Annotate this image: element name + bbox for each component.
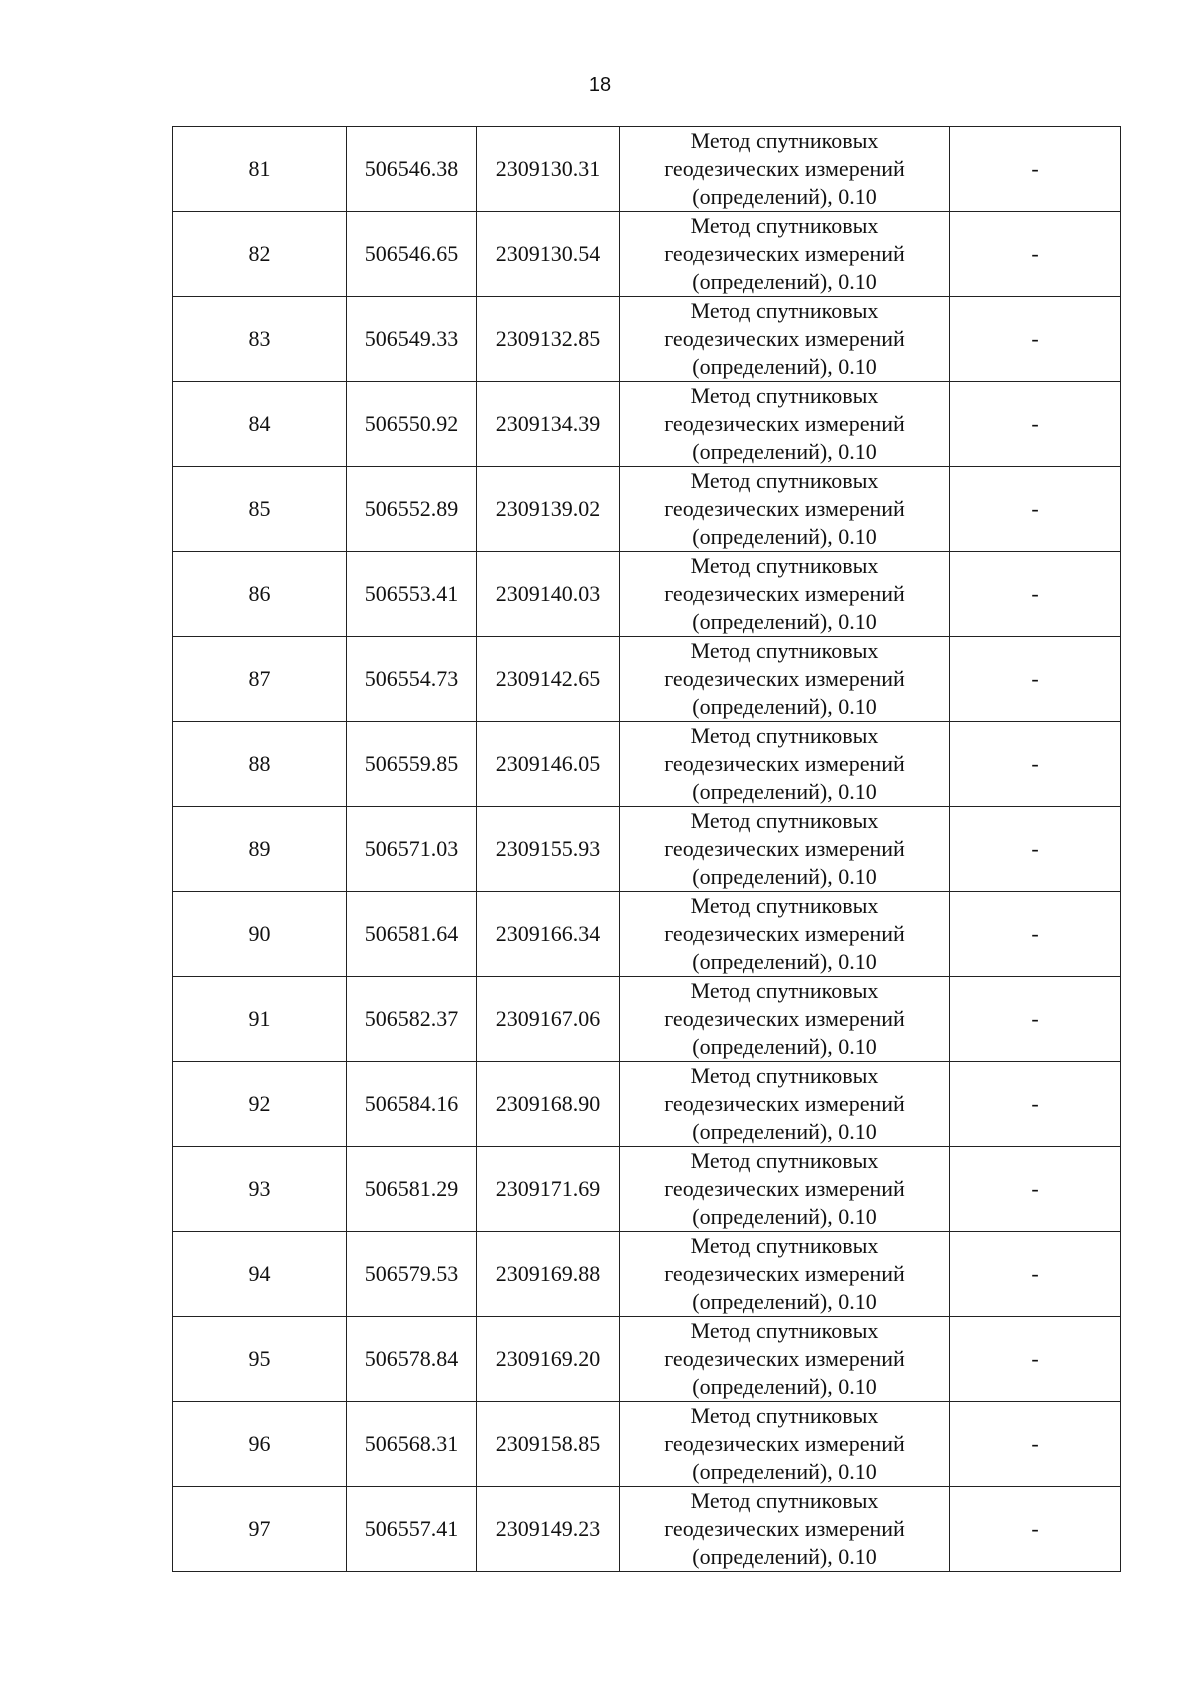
y-coordinate-cell: 2309142.65 <box>477 637 620 722</box>
method-line: (определений), 0.10 <box>692 1119 877 1144</box>
y-coordinate-cell: 2309140.03 <box>477 552 620 637</box>
table-row <box>173 977 1121 1062</box>
method-cell <box>620 1147 950 1232</box>
note-cell: - <box>950 297 1121 382</box>
method-cell <box>620 127 950 212</box>
x-coordinate-cell: 506571.03 <box>347 807 477 892</box>
method-cell <box>620 722 950 807</box>
point-number-cell: 86 <box>173 552 347 637</box>
table-row <box>173 1232 1121 1317</box>
method-line: Метод спутниковых <box>690 1063 879 1088</box>
method-line: геодезических измерений <box>664 751 905 776</box>
method-line: Метод спутниковых <box>690 1403 879 1428</box>
y-coordinate-cell: 2309158.85 <box>477 1402 620 1487</box>
method-cell <box>620 552 950 637</box>
table-row <box>173 807 1121 892</box>
y-coordinate-cell: 2309134.39 <box>477 382 620 467</box>
method-line: (определений), 0.10 <box>692 1289 877 1314</box>
table-row <box>173 1147 1121 1232</box>
note-cell: - <box>950 722 1121 807</box>
y-coordinate-cell: 2309155.93 <box>477 807 620 892</box>
method-line: Метод спутниковых <box>690 808 879 833</box>
point-number-cell: 85 <box>173 467 347 552</box>
method-line: Метод спутниковых <box>690 468 879 493</box>
y-coordinate-cell: 2309139.02 <box>477 467 620 552</box>
table-row <box>173 1317 1121 1402</box>
method-cell <box>620 892 950 977</box>
note-cell: - <box>950 552 1121 637</box>
method-line: (определений), 0.10 <box>692 864 877 889</box>
note-cell: - <box>950 1147 1121 1232</box>
method-line: геодезических измерений <box>664 1261 905 1286</box>
method-cell <box>620 382 950 467</box>
table-row <box>173 297 1121 382</box>
table-row <box>173 212 1121 297</box>
x-coordinate-cell: 506584.16 <box>347 1062 477 1147</box>
table-row <box>173 552 1121 637</box>
method-line: Метод спутниковых <box>690 1148 879 1173</box>
method-cell <box>620 1062 950 1147</box>
point-number-cell: 84 <box>173 382 347 467</box>
x-coordinate-cell: 506557.41 <box>347 1487 477 1572</box>
method-line: геодезических измерений <box>664 581 905 606</box>
method-line: (определений), 0.10 <box>692 779 877 804</box>
method-line: геодезических измерений <box>664 1006 905 1031</box>
note-cell: - <box>950 1317 1121 1402</box>
method-line: геодезических измерений <box>664 836 905 861</box>
method-line: Метод спутниковых <box>690 213 879 238</box>
method-line: Метод спутниковых <box>690 553 879 578</box>
point-number-cell: 90 <box>173 892 347 977</box>
y-coordinate-cell: 2309171.69 <box>477 1147 620 1232</box>
y-coordinate-cell: 2309169.88 <box>477 1232 620 1317</box>
page-number: 18 <box>588 74 612 96</box>
note-cell: - <box>950 637 1121 722</box>
table-row <box>173 127 1121 212</box>
y-coordinate-cell: 2309130.54 <box>477 212 620 297</box>
method-cell <box>620 212 950 297</box>
method-cell <box>620 1232 950 1317</box>
method-line: (определений), 0.10 <box>692 439 877 464</box>
x-coordinate-cell: 506553.41 <box>347 552 477 637</box>
table-row <box>173 722 1121 807</box>
method-line: Метод спутниковых <box>690 893 879 918</box>
method-line: геодезических измерений <box>664 1091 905 1116</box>
method-line: Метод спутниковых <box>690 978 879 1003</box>
x-coordinate-cell: 506582.37 <box>347 977 477 1062</box>
method-line: (определений), 0.10 <box>692 1374 877 1399</box>
method-cell <box>620 977 950 1062</box>
note-cell: - <box>950 382 1121 467</box>
coordinates-table <box>172 126 1121 1572</box>
method-line: (определений), 0.10 <box>692 1544 877 1569</box>
x-coordinate-cell: 506549.33 <box>347 297 477 382</box>
x-coordinate-cell: 506546.65 <box>347 212 477 297</box>
method-cell <box>620 1402 950 1487</box>
point-number-cell: 91 <box>173 977 347 1062</box>
table-row <box>173 1062 1121 1147</box>
point-number-cell: 87 <box>173 637 347 722</box>
table-row <box>173 1487 1121 1572</box>
table-row <box>173 637 1121 722</box>
note-cell: - <box>950 1487 1121 1572</box>
point-number-cell: 89 <box>173 807 347 892</box>
note-cell: - <box>950 212 1121 297</box>
point-number-cell: 81 <box>173 127 347 212</box>
table-row <box>173 1402 1121 1487</box>
method-line: Метод спутниковых <box>690 128 879 153</box>
method-line: геодезических измерений <box>664 326 905 351</box>
note-cell: - <box>950 467 1121 552</box>
point-number-cell: 88 <box>173 722 347 807</box>
method-line: (определений), 0.10 <box>692 524 877 549</box>
note-cell: - <box>950 1232 1121 1317</box>
point-number-cell: 97 <box>173 1487 347 1572</box>
point-number-cell: 96 <box>173 1402 347 1487</box>
method-line: геодезических измерений <box>664 1431 905 1456</box>
method-line: (определений), 0.10 <box>692 1459 877 1484</box>
point-number-cell: 93 <box>173 1147 347 1232</box>
method-cell <box>620 467 950 552</box>
point-number-cell: 82 <box>173 212 347 297</box>
method-line: геодезических измерений <box>664 1176 905 1201</box>
method-line: геодезических измерений <box>664 666 905 691</box>
point-number-cell: 83 <box>173 297 347 382</box>
method-cell <box>620 297 950 382</box>
method-line: геодезических измерений <box>664 1516 905 1541</box>
note-cell: - <box>950 1062 1121 1147</box>
y-coordinate-cell: 2309130.31 <box>477 127 620 212</box>
point-number-cell: 92 <box>173 1062 347 1147</box>
x-coordinate-cell: 506552.89 <box>347 467 477 552</box>
method-line: Метод спутниковых <box>690 1233 879 1258</box>
method-line: Метод спутниковых <box>690 723 879 748</box>
method-line: Метод спутниковых <box>690 638 879 663</box>
method-cell <box>620 807 950 892</box>
method-cell <box>620 1317 950 1402</box>
method-line: геодезических измерений <box>664 156 905 181</box>
note-cell: - <box>950 127 1121 212</box>
method-line: (определений), 0.10 <box>692 1204 877 1229</box>
table-row <box>173 892 1121 977</box>
method-line: (определений), 0.10 <box>692 694 877 719</box>
method-line: (определений), 0.10 <box>692 949 877 974</box>
method-line: Метод спутниковых <box>690 1488 879 1513</box>
note-cell: - <box>950 807 1121 892</box>
x-coordinate-cell: 506579.53 <box>347 1232 477 1317</box>
y-coordinate-cell: 2309168.90 <box>477 1062 620 1147</box>
method-line: Метод спутниковых <box>690 298 879 323</box>
x-coordinate-cell: 506554.73 <box>347 637 477 722</box>
method-line: (определений), 0.10 <box>692 184 877 209</box>
coordinates-table-body <box>173 127 1121 1572</box>
method-line: (определений), 0.10 <box>692 1034 877 1059</box>
method-cell <box>620 1487 950 1572</box>
method-line: Метод спутниковых <box>690 383 879 408</box>
note-cell: - <box>950 892 1121 977</box>
x-coordinate-cell: 506578.84 <box>347 1317 477 1402</box>
x-coordinate-cell: 506550.92 <box>347 382 477 467</box>
method-line: геодезических измерений <box>664 241 905 266</box>
note-cell: - <box>950 977 1121 1062</box>
x-coordinate-cell: 506546.38 <box>347 127 477 212</box>
y-coordinate-cell: 2309149.23 <box>477 1487 620 1572</box>
y-coordinate-cell: 2309169.20 <box>477 1317 620 1402</box>
y-coordinate-cell: 2309132.85 <box>477 297 620 382</box>
x-coordinate-cell: 506581.29 <box>347 1147 477 1232</box>
note-cell: - <box>950 1402 1121 1487</box>
x-coordinate-cell: 506559.85 <box>347 722 477 807</box>
x-coordinate-cell: 506568.31 <box>347 1402 477 1487</box>
method-line: геодезических измерений <box>664 496 905 521</box>
table-row <box>173 467 1121 552</box>
point-number-cell: 94 <box>173 1232 347 1317</box>
method-line: (определений), 0.10 <box>692 609 877 634</box>
y-coordinate-cell: 2309146.05 <box>477 722 620 807</box>
table-row <box>173 382 1121 467</box>
method-cell <box>620 637 950 722</box>
method-line: геодезических измерений <box>664 411 905 436</box>
method-line: геодезических измерений <box>664 1346 905 1371</box>
method-line: (определений), 0.10 <box>692 354 877 379</box>
method-line: геодезических измерений <box>664 921 905 946</box>
point-number-cell: 95 <box>173 1317 347 1402</box>
method-line: Метод спутниковых <box>690 1318 879 1343</box>
y-coordinate-cell: 2309166.34 <box>477 892 620 977</box>
x-coordinate-cell: 506581.64 <box>347 892 477 977</box>
y-coordinate-cell: 2309167.06 <box>477 977 620 1062</box>
method-line: (определений), 0.10 <box>692 269 877 294</box>
